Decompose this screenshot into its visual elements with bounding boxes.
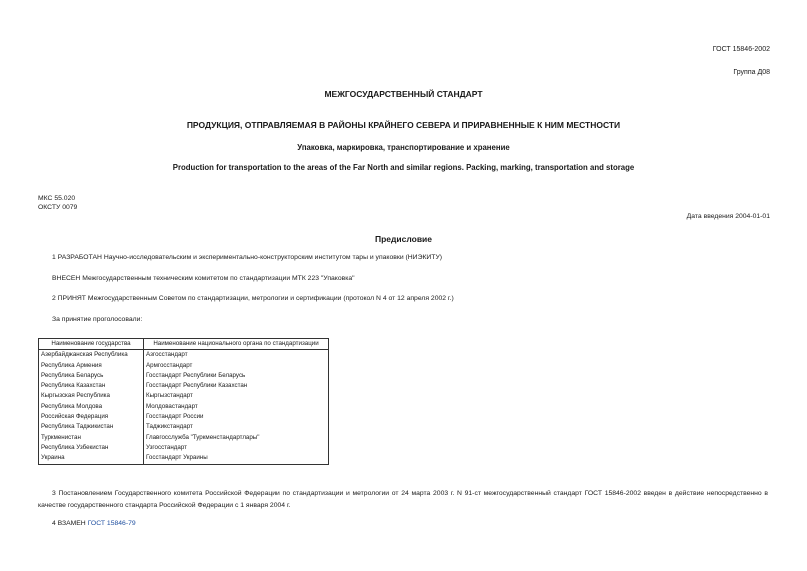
table-row xyxy=(39,402,329,412)
table-row xyxy=(39,443,329,453)
document-title-ru: ПРОДУКЦИЯ, ОТПРАВЛЯЕМАЯ В РАЙОНЫ КРАЙНЕГО СЕВЕРА И ПРИРАВНЕННЫЕ К НИМ МЕСТНОСТИ xyxy=(186,120,621,130)
document-title-en: Production for transportation to the areas of the Far North and similar regions. Packing, marking, transportation and storage xyxy=(172,163,635,172)
table-cell-state: Кыргызская Республика xyxy=(39,391,144,401)
table-cell-state: Украина xyxy=(39,453,144,464)
replaced-standard-link[interactable]: ГОСТ 15846-79 xyxy=(87,520,136,527)
table-cell-body: Госстандарт Республики Беларусь xyxy=(146,371,246,379)
table-cell-body: Таджикстандарт xyxy=(146,423,193,431)
table-cell-state: Республика Беларусь xyxy=(39,371,144,381)
preface-paragraph-voted: За принятие проголосовали: xyxy=(52,316,143,323)
table-cell-state: Республика Казахстан xyxy=(39,381,144,391)
table-cell-body: Кыргызстандарт xyxy=(146,392,193,400)
replaces-prefix: 4 ВЗАМЕН xyxy=(52,520,88,527)
preface-heading: Предисловие xyxy=(374,234,433,244)
document-subtitle-ru: Упаковка, маркировка, транспортирование и хранение xyxy=(297,143,510,152)
table-cell-body: Армгосстандарт xyxy=(146,361,193,369)
table-row xyxy=(39,433,329,443)
table-cell-state: Республика Армения xyxy=(39,361,144,371)
table-cell-body: Молдовастандарт xyxy=(146,402,198,410)
table-row xyxy=(39,361,329,371)
mks-code: МКС 55.020 xyxy=(38,195,76,202)
table-cell-body: Узгосстандарт xyxy=(146,443,187,451)
table-header-body: Наименование национального органа по стандартизации xyxy=(144,339,329,350)
table-cell-body: Госстандарт Украины xyxy=(146,454,208,462)
table-row xyxy=(39,453,329,464)
table-header-row xyxy=(39,339,329,350)
table-cell-body: Госстандарт Республики Казахстан xyxy=(146,382,248,390)
standard-type: МЕЖГОСУДАРСТВЕННЫЙ СТАНДАРТ xyxy=(324,89,483,99)
voting-states-table xyxy=(38,338,329,465)
document-group: Группа Д08 xyxy=(733,69,770,76)
table-cell-state: Туркменистан xyxy=(39,433,144,443)
table-row xyxy=(39,391,329,401)
table-cell-state: Российская Федерация xyxy=(39,412,144,422)
table-row xyxy=(39,371,329,381)
okstu-code: ОКСТУ 0079 xyxy=(38,204,78,211)
table-cell-body: Азгосстандарт xyxy=(146,351,188,359)
table-cell-state: Азербайджанская Республика xyxy=(39,350,144,361)
table-row xyxy=(39,381,329,391)
table-cell-body: Главгосслужба "Туркменстандартлары" xyxy=(146,433,260,441)
preface-paragraph-adopted: 2 ПРИНЯТ Межгосударственным Советом по стандартизации, метрологии и сертификации (протокол N 4 от 12 апреля 2002 г.) xyxy=(52,295,454,302)
table-cell-state: Республика Молдова xyxy=(39,402,144,412)
table-row xyxy=(39,350,329,361)
preface-paragraph-submitted: ВНЕСЕН Межгосударственным техническим комитетом по стандартизации МТК 223 "Упаковка" xyxy=(52,275,355,282)
preface-paragraph-decree: 3 Постановлением Государственного комитета Российской Федерации по стандартизации и метрологии от 24 марта 2003 г. N 91-ст межгосударственный стандарт ГОСТ 15846-2002 введен в действие непосредственно в качестве государственного стандарта Российской Федерации с 1 января 2004 г. xyxy=(38,490,768,509)
table-cell-state: Республика Узбекистан xyxy=(39,443,144,453)
preface-paragraph-developed: 1 РАЗРАБОТАН Научно-исследовательским и экспериментально-конструкторским институтом тары и упаковки (НИЭКИТУ) xyxy=(52,254,443,261)
table-cell-state: Республика Таджикистан xyxy=(39,422,144,432)
table-header-state: Наименование государства xyxy=(39,339,144,350)
table-row xyxy=(39,412,329,422)
document-code: ГОСТ 15846-2002 xyxy=(712,46,770,53)
introduction-date: Дата введения 2004-01-01 xyxy=(686,213,770,220)
preface-paragraph-replaces xyxy=(52,520,136,527)
table-cell-body: Госстандарт России xyxy=(146,413,204,421)
table-row xyxy=(39,422,329,432)
